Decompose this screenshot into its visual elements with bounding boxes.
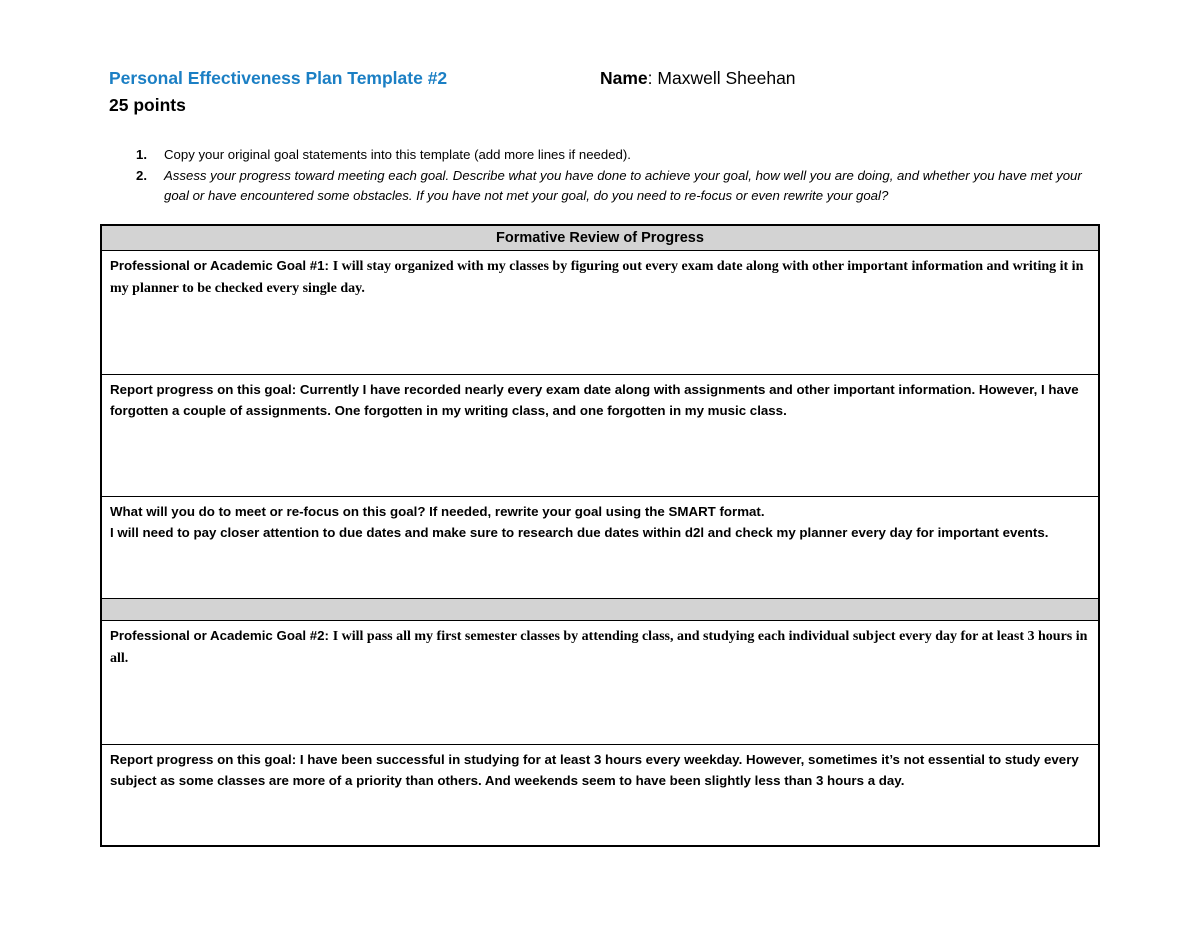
progress-1-row — [102, 374, 1098, 496]
goal-1-label: Professional or Academic Goal #1: — [110, 258, 333, 273]
instruction-item — [109, 166, 1099, 207]
student-name — [600, 68, 796, 89]
instruction-text: Copy your original goal statements into this template (add more lines if needed). — [164, 147, 631, 162]
name-label: Name — [600, 68, 648, 88]
instructions-list — [109, 145, 1099, 207]
progress-2-row — [102, 744, 1098, 845]
instruction-text: Assess your progress toward meeting each goal. Describe what you have done to achieve your goal, how well you are doing, and whether you have met your goal or have encountered some obstacles. If you have not met your goal, do you need to re-focus or even rewrite your goal? — [164, 167, 1082, 203]
document-title: Personal Effectiveness Plan Template #2 — [109, 68, 448, 88]
goal-1-text: I will stay organized with my classes by figuring out every exam date along with other important information and writing it in my planner to be checked every single day. — [110, 259, 1084, 296]
instruction-number: 2. — [136, 167, 147, 183]
points-value: 25 points — [109, 95, 186, 115]
separator-row — [102, 598, 1098, 620]
goal-1-row — [102, 250, 1098, 374]
table-header: Formative Review of Progress — [102, 226, 1098, 250]
progress-1-text: Report progress on this goal: Currently I have recorded nearly every exam date along with assignments and other important information. However, I have forgotten a couple of assignments. One forgotten in my writing class, and one forgotten in my music class. — [110, 382, 1079, 418]
goal-2-row — [102, 620, 1098, 744]
formative-review-table — [100, 224, 1100, 847]
progress-2-text: Report progress on this goal: I have been successful in studying for at least 3 hours every weekday. However, sometimes it’s not essential to study every subject as some classes are more of a priority than others. And weekends seem to have been slightly less than 3 hours a day. — [110, 752, 1079, 788]
goal-2-text: I will pass all my first semester classes by attending class, and studying each individual subject every day for at least 3 hours in all. — [110, 629, 1088, 666]
refocus-answer: I will need to pay closer attention to due dates and make sure to research due dates within d2l and check my planner every day for important events. — [110, 525, 1049, 540]
instruction-number: 1. — [136, 147, 147, 162]
refocus-question: What will you do to meet or re-focus on this goal? If needed, rewrite your goal using the SMART format. — [110, 504, 765, 519]
name-value: Maxwell Sheehan — [657, 68, 796, 88]
instruction-item — [109, 145, 1099, 166]
name-separator: : — [647, 68, 658, 88]
refocus-1-row — [102, 496, 1098, 598]
goal-2-label: Professional or Academic Goal #2: — [110, 628, 333, 643]
